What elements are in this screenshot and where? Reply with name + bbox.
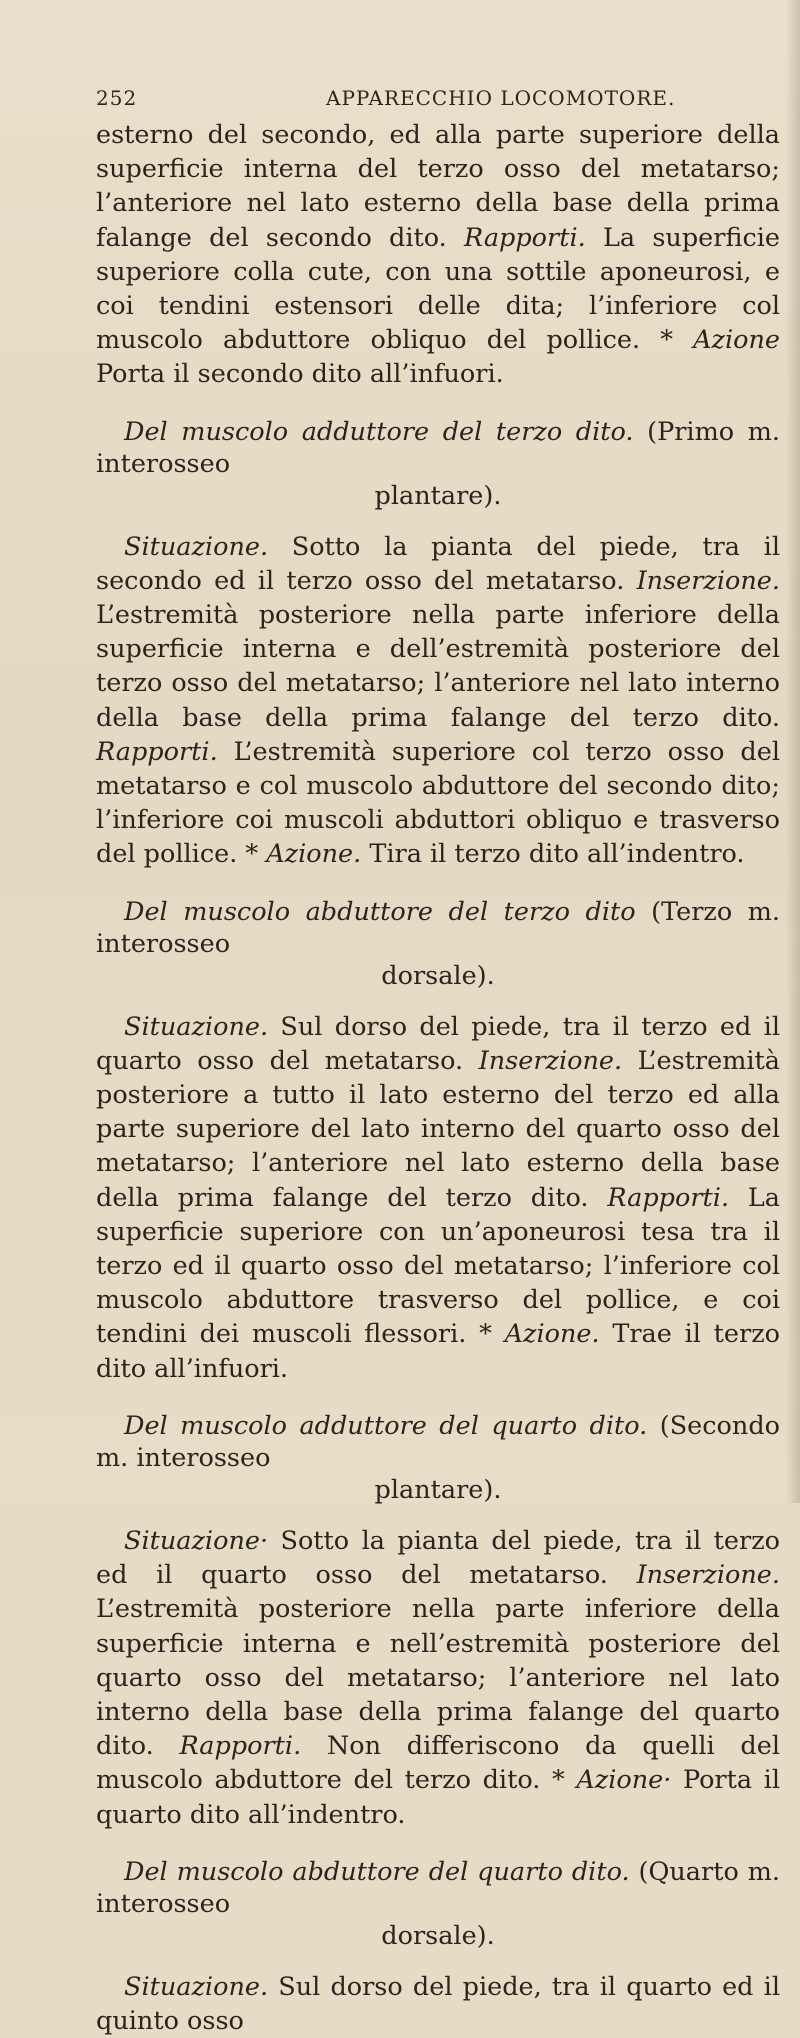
inserzione-label: Inserzione. (636, 1560, 780, 1591)
inserzione-text: L’estremità posteriore nella parte inferiore della superficie interna e dell’estremità posteriore del terzo osso del metatarso; l’anteriore nel lato interno della base della prima falange del terzo dito. (96, 600, 780, 733)
section-title-paren: (Quarto m. interosseo (96, 1856, 781, 1919)
section-title-text: Del muscolo abduttore del terzo dito (124, 896, 636, 927)
section-paragraph (96, 1970, 780, 2038)
section-title (96, 416, 780, 480)
rapporti-label: Rapporti. (96, 736, 218, 767)
section-paragraph (96, 530, 780, 872)
azione-label: Azione. (504, 1319, 600, 1350)
page-number: 252 (96, 86, 138, 110)
azione-label: Azione· (576, 1765, 672, 1796)
section-title-text: Del muscolo adduttore del terzo dito. (124, 416, 634, 447)
rapporti-label: Rapporti. (607, 1182, 730, 1213)
azione-text: Trae il terzo dito all’infuori. (96, 1319, 780, 1384)
running-header (96, 86, 716, 116)
section-title-text: Del muscolo abduttore del quarto dito. (124, 1856, 630, 1887)
azione-label: Azione. (266, 839, 362, 870)
section-title (96, 1410, 780, 1474)
opening-paragraph (96, 118, 780, 392)
rapporti-text: La superficie superiore colla cute, con una sottile aponeurosi, e coi tendini estensori delle dita; l’inferiore col muscolo abduttore obliquo del pollice. * (96, 222, 780, 356)
section-paragraph (96, 1524, 780, 1832)
page-edge-shadow (786, 0, 800, 1503)
section-title-text: Del muscolo adduttore del quarto dito. (124, 1410, 648, 1441)
page-body (96, 118, 780, 2038)
situazione-label: Situazione· (124, 1525, 269, 1556)
situazione-text: Sul dorso del piede, tra il quarto ed il quinto osso (96, 1971, 780, 2036)
inserzione-text: L’estremità posteriore a tutto il lato esterno del terzo ed alla parte superiore del lato interno del quarto osso del metatarso; l’anteriore nel lato esterno della base della prima falange del terzo dito. (96, 1045, 780, 1213)
section-title (96, 896, 780, 960)
rapporti-label: Rapporti. (179, 1731, 302, 1762)
azione-label: Azione (693, 325, 780, 356)
section-paragraph (96, 1010, 780, 1386)
opening-text: esterno del secondo, ed alla parte superiore della superficie interna del terzo osso del metatarso; l’anteriore nel lato esterno della base della prima falange del secondo dito. (96, 120, 780, 253)
situazione-label: Situazione. (124, 531, 269, 562)
situazione-label: Situazione. (124, 1971, 269, 2002)
section-title-paren: (Terzo m. interosseo (96, 896, 781, 959)
situazione-text: Sotto la pianta del piede, tra il terzo ed il quarto osso del metatarso. (96, 1525, 780, 1591)
azione-text: Porta il quarto dito all’indentro. (96, 1765, 780, 1830)
section-title-paren: (Secondo m. interosseo (96, 1410, 780, 1473)
rapporti-label: Rapporti. (464, 222, 586, 253)
rapporti-text: Non differiscono da quelli del muscolo abduttore del terzo dito. * (96, 1731, 780, 1796)
azione-text: Tira il terzo dito all’indentro. (361, 839, 745, 870)
section-title (96, 1856, 780, 1920)
section-subtitle: plantare). (374, 1474, 502, 1505)
inserzione-label: Inserzione. (636, 565, 780, 596)
section-title-paren: (Primo m. interosseo (96, 416, 781, 479)
section-subtitle: dorsale). (381, 1920, 495, 1951)
running-title: APPARECCHIO LOCOMOTORE. (326, 86, 676, 110)
situazione-text: Sotto la pianta del piede, tra il secondo ed il terzo osso del metatarso. (96, 531, 780, 596)
section-subtitle: dorsale). (381, 960, 495, 991)
rapporti-text: La superficie superiore con un’aponeurosi tesa tra il terzo ed il quarto osso del metatarso; l’inferiore col muscolo abduttore trasverso del pollice, e coi tendini dei muscoli flessori. * (96, 1182, 781, 1350)
azione-text: Porta il secondo dito all’infuori. (96, 359, 504, 390)
rapporti-text: L’estremità superiore col terzo osso del metatarso e col muscolo abduttore del secondo dito; l’inferiore coi muscoli abduttori obliquo e trasverso del pollice. * (96, 736, 780, 870)
section-subtitle: plantare). (374, 480, 502, 511)
situazione-text: Sul dorso del piede, tra il terzo ed il quarto osso del metatarso. (96, 1011, 780, 1076)
inserzione-text: L’estremità posteriore nella parte inferiore della superficie interna e nell’estremità posteriore del quarto osso del metatarso; l’anteriore nel lato interno della base della prima falange del quarto dito. (96, 1594, 780, 1762)
inserzione-label: Inserzione. (478, 1045, 623, 1076)
situazione-label: Situazione. (124, 1011, 269, 1042)
